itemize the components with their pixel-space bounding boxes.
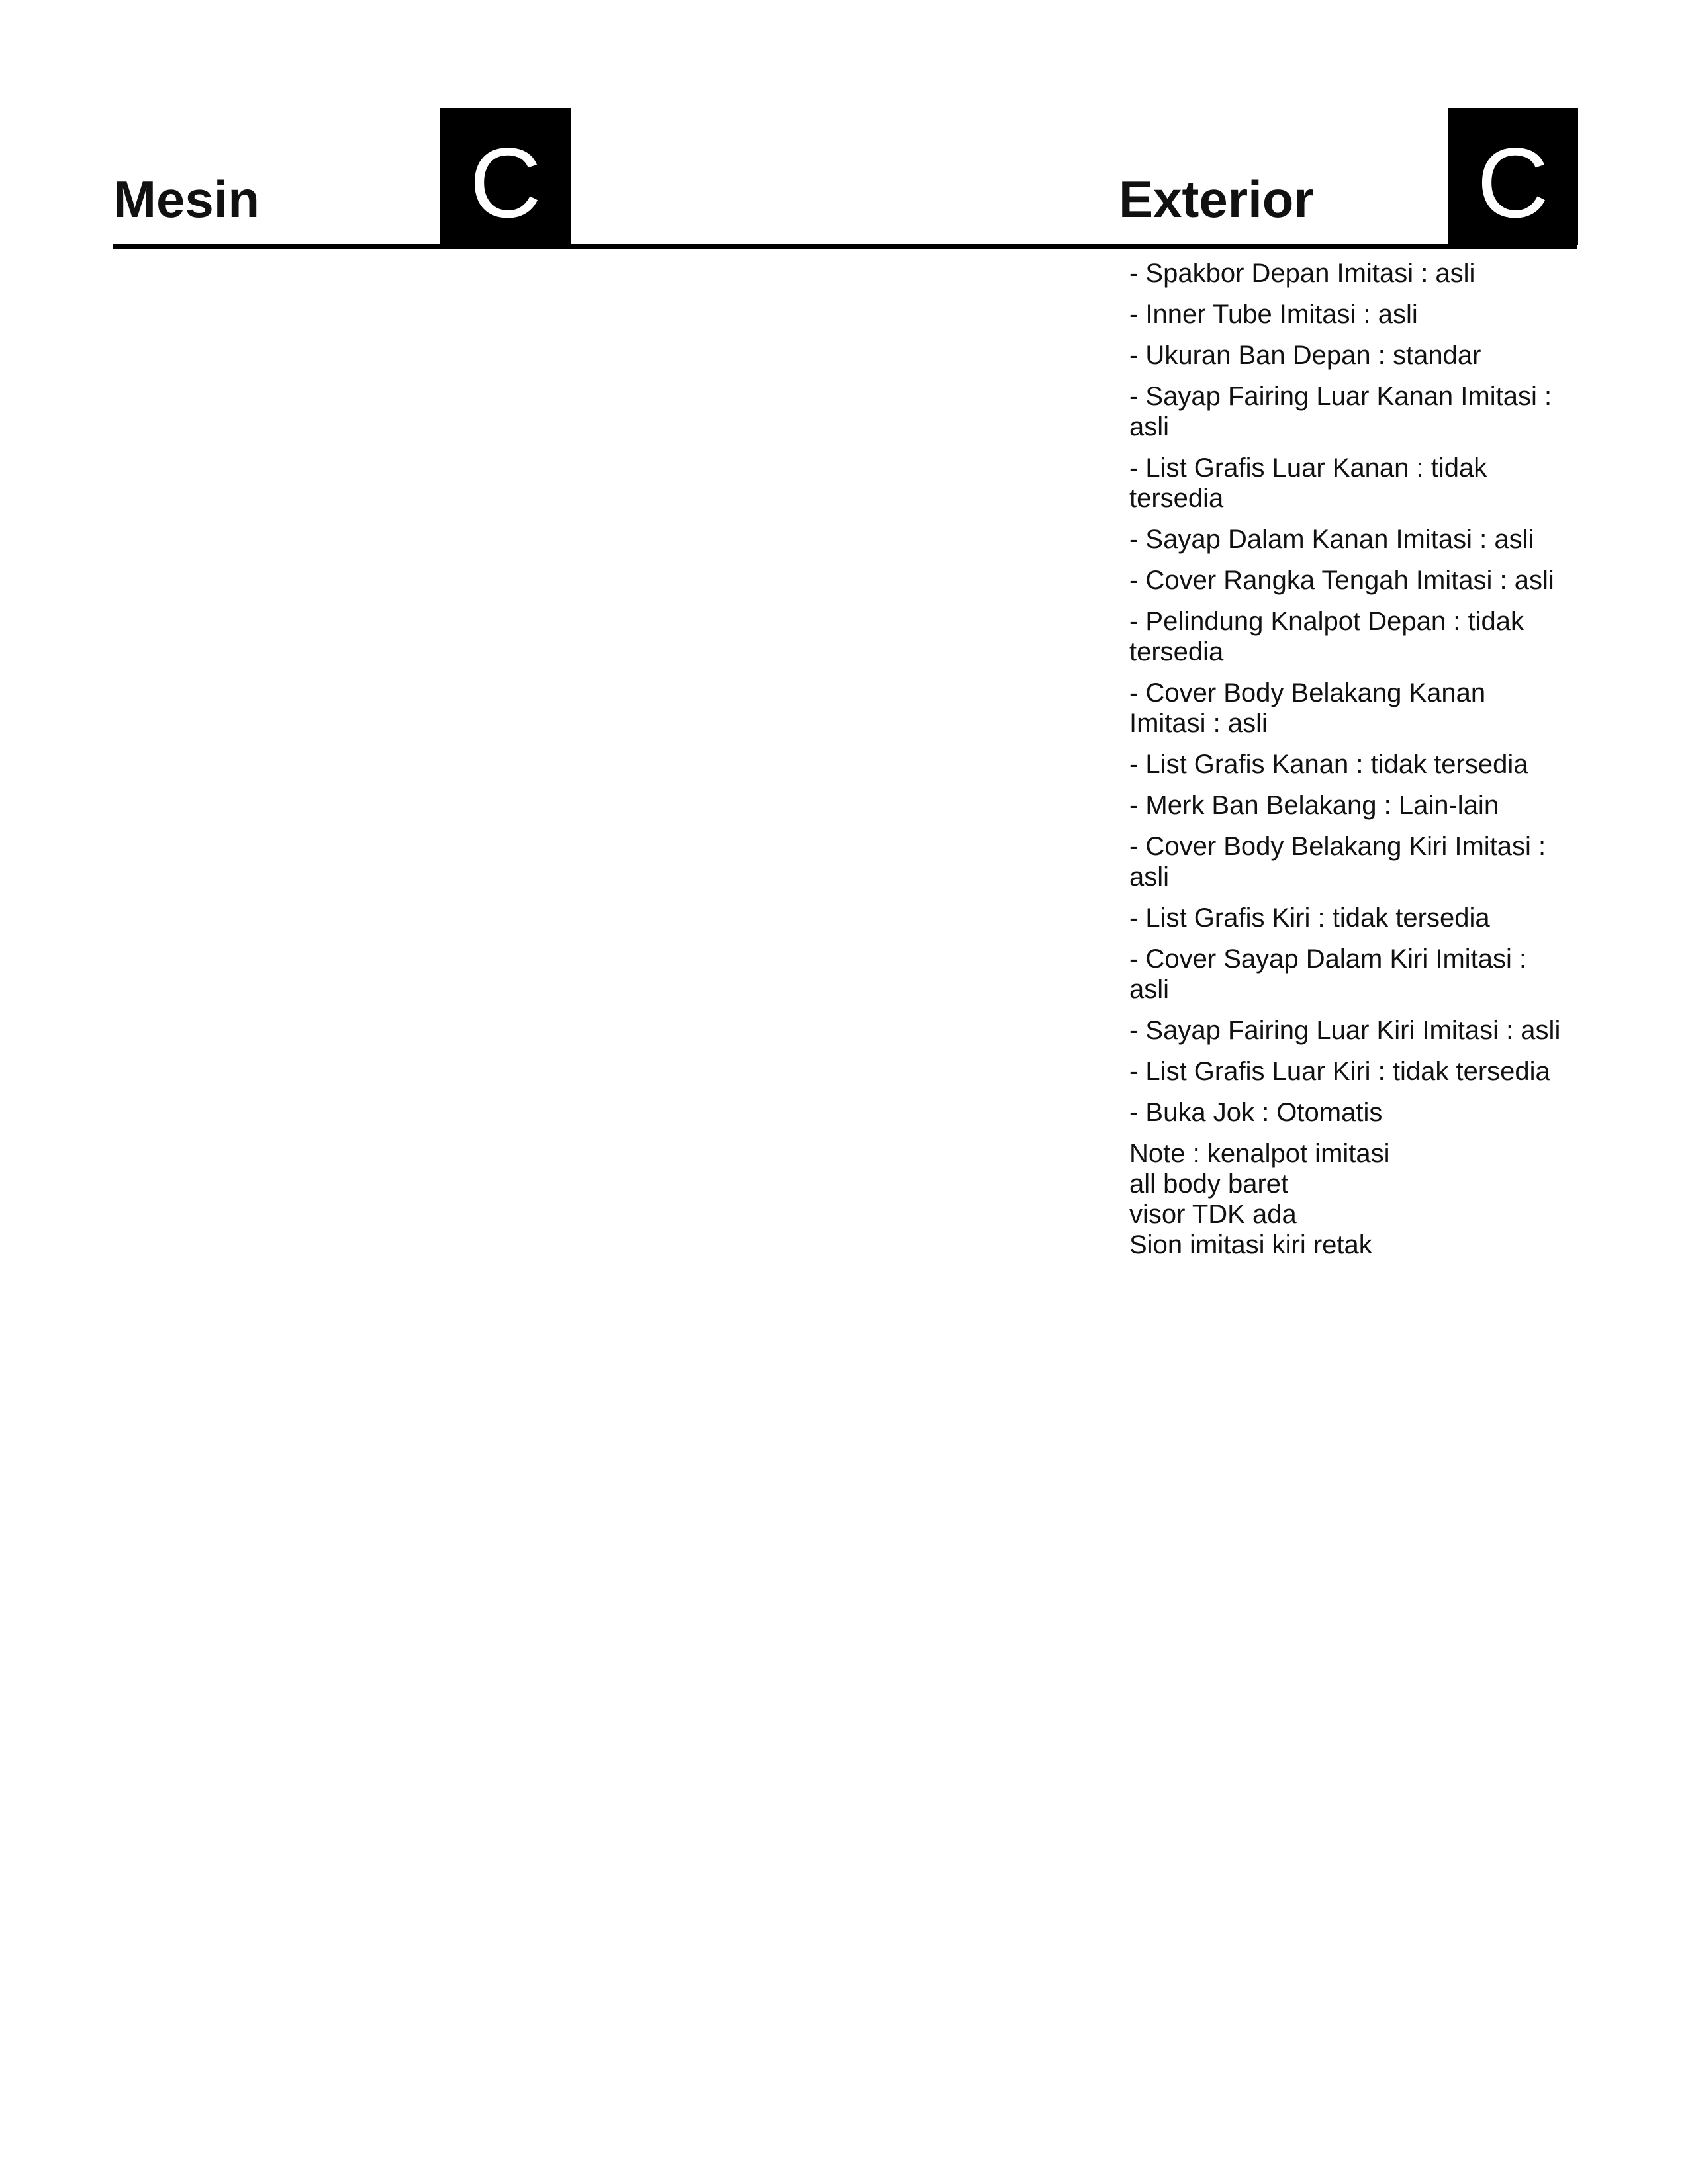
list-item: - List Grafis Kanan : tidak tersedia (1129, 750, 1528, 779)
grade-badge-mesin: C (440, 108, 571, 245)
section-divider (571, 244, 1448, 249)
list-item: - List Grafis Kiri : tidak tersedia (1129, 903, 1490, 933)
list-item: - Inner Tube Imitasi : asli (1129, 300, 1418, 329)
section-title-exterior: Exterior (1119, 170, 1314, 228)
list-item: - Cover Body Belakang Kanan Imitasi : asli (1129, 678, 1486, 738)
section-title-mesin: Mesin (113, 170, 260, 228)
list-item: - Sayap Fairing Luar Kanan Imitasi : asli (1129, 382, 1552, 441)
list-item: - Cover Rangka Tengah Imitasi : asli (1129, 566, 1554, 595)
section-divider-exterior (1448, 244, 1577, 249)
exterior-item-list (1129, 258, 1566, 1271)
list-item: - Cover Body Belakang Kiri Imitasi : asli (1129, 832, 1546, 891)
grade-badge-exterior: C (1448, 108, 1578, 245)
list-item: - Sayap Fairing Luar Kiri Imitasi : asli (1129, 1016, 1561, 1045)
list-item: - Pelindung Knalpot Depan : tidak tersedia (1129, 607, 1524, 666)
list-item: - Buka Jok : Otomatis (1129, 1098, 1383, 1127)
list-item: - Cover Sayap Dalam Kiri Imitasi : asli (1129, 944, 1527, 1004)
list-item: - Sayap Dalam Kanan Imitasi : asli (1129, 525, 1534, 554)
list-item: - List Grafis Luar Kiri : tidak tersedia (1129, 1057, 1550, 1086)
exterior-note: Note : kenalpot imitasi all body baret visor TDK ada Sion imitasi kiri retak (1129, 1139, 1390, 1259)
section-divider-mesin (113, 244, 571, 249)
list-item: - Spakbor Depan Imitasi : asli (1129, 259, 1476, 288)
list-item: - List Grafis Luar Kanan : tidak tersedia (1129, 453, 1487, 513)
list-item: - Merk Ban Belakang : Lain-lain (1129, 791, 1499, 820)
list-item: - Ukuran Ban Depan : standar (1129, 341, 1481, 370)
